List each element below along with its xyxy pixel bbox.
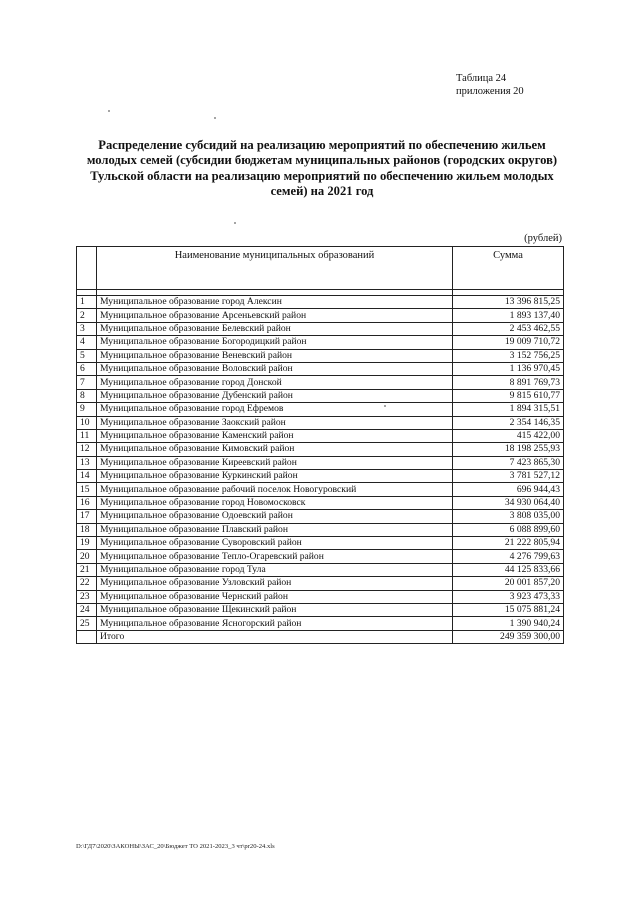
row-number: 24 [77, 603, 97, 616]
table-row [77, 456, 564, 469]
table-row [77, 563, 564, 576]
municipality-name: Муниципальное образование Богородицкий район [97, 336, 453, 349]
municipality-name: Муниципальное образование Суворовский район [97, 537, 453, 550]
row-number: 10 [77, 416, 97, 429]
subsidy-amount: 9 815 610,77 [453, 389, 564, 402]
table-row [77, 429, 564, 442]
subsidy-amount: 3 781 527,12 [453, 470, 564, 483]
row-number: 8 [77, 389, 97, 402]
table-row [77, 349, 564, 362]
row-number: 23 [77, 590, 97, 603]
subsidy-amount: 18 198 255,93 [453, 443, 564, 456]
municipality-name: Муниципальное образование Веневский район [97, 349, 453, 362]
municipality-name: Муниципальное образование Дубенский район [97, 389, 453, 402]
scan-speck [214, 117, 216, 119]
row-number: 20 [77, 550, 97, 563]
title-line-1: Распределение субсидий на реализацию мероприятий по обеспечению жильем [98, 138, 546, 152]
unit-label: (рублей) [524, 233, 562, 244]
scan-speck [384, 405, 386, 407]
subsidy-amount: 20 001 857,20 [453, 577, 564, 590]
subsidy-amount: 8 891 769,73 [453, 376, 564, 389]
row-number: 22 [77, 577, 97, 590]
row-number: 7 [77, 376, 97, 389]
municipality-name: Муниципальное образование Одоевский район [97, 510, 453, 523]
row-number: 15 [77, 483, 97, 496]
table-row [77, 376, 564, 389]
municipality-name: Муниципальное образование Плавский район [97, 523, 453, 536]
municipality-name: Муниципальное образование город Алексин [97, 296, 453, 309]
table-row [77, 577, 564, 590]
subsidy-amount: 2 354 146,35 [453, 416, 564, 429]
table-row [77, 362, 564, 375]
row-number: 5 [77, 349, 97, 362]
municipality-name: Муниципальное образование Киреевский район [97, 456, 453, 469]
subsidy-amount: 2 453 462,55 [453, 322, 564, 335]
row-number: 11 [77, 429, 97, 442]
table-row [77, 322, 564, 335]
municipality-name: Муниципальное образование Ясногорский район [97, 617, 453, 630]
municipality-name: Муниципальное образование Узловский район [97, 577, 453, 590]
row-number: 1 [77, 296, 97, 309]
total-number [77, 630, 97, 643]
municipality-name: Муниципальное образование город Тула [97, 563, 453, 576]
col-number-header [77, 247, 97, 290]
municipality-name: Муниципальное образование Чернский район [97, 590, 453, 603]
municipality-name: Муниципальное образование рабочий поселок Новогуровский [97, 483, 453, 496]
municipality-name: Муниципальное образование Куркинский район [97, 470, 453, 483]
subsidy-table [76, 246, 564, 644]
table-row [77, 510, 564, 523]
scan-speck [108, 110, 110, 112]
municipality-name: Муниципальное образование Белевский район [97, 322, 453, 335]
municipality-name: Муниципальное образование город Ефремов [97, 403, 453, 416]
subsidy-amount: 3 923 473,33 [453, 590, 564, 603]
document-title [72, 138, 572, 200]
row-number: 13 [77, 456, 97, 469]
municipality-name: Муниципальное образование город Донской [97, 376, 453, 389]
table-row [77, 603, 564, 616]
subsidy-amount: 19 009 710,72 [453, 336, 564, 349]
title-line-4: семей) на 2021 год [270, 184, 374, 199]
municipality-name: Муниципальное образование город Новомосковск [97, 496, 453, 509]
subsidy-amount: 6 088 899,60 [453, 523, 564, 536]
file-path-footer: D:\ГД7\2020\ЗАКОНЫ\ЗАС_20\Бюджет ТО 2021-2023_3 чт\pr20-24.xls [76, 843, 275, 850]
municipality-name: Муниципальное образование Каменский район [97, 429, 453, 442]
subsidy-amount: 1 136 970,45 [453, 362, 564, 375]
municipality-name: Муниципальное образование Заокский район [97, 416, 453, 429]
subsidy-amount: 44 125 833,66 [453, 563, 564, 576]
total-row [77, 630, 564, 643]
subsidy-amount: 3 152 756,25 [453, 349, 564, 362]
col-sum-header: Сумма [453, 247, 564, 290]
table-row [77, 617, 564, 630]
municipality-name: Муниципальное образование Кимовский район [97, 443, 453, 456]
row-number: 25 [77, 617, 97, 630]
total-label: Итого [97, 630, 453, 643]
row-number: 17 [77, 510, 97, 523]
subsidy-amount: 696 944,43 [453, 483, 564, 496]
row-number: 19 [77, 537, 97, 550]
subsidy-amount: 4 276 799,63 [453, 550, 564, 563]
row-number: 4 [77, 336, 97, 349]
table-row [77, 550, 564, 563]
subsidy-amount: 15 075 881,24 [453, 603, 564, 616]
table-row [77, 309, 564, 322]
subsidy-amount: 1 894 315,51 [453, 403, 564, 416]
table-row [77, 443, 564, 456]
table-header-row [77, 247, 564, 290]
row-number: 9 [77, 403, 97, 416]
table-row [77, 416, 564, 429]
table-row [77, 296, 564, 309]
total-amount: 249 359 300,00 [453, 630, 564, 643]
table-row [77, 483, 564, 496]
row-number: 18 [77, 523, 97, 536]
subsidy-amount: 7 423 865,30 [453, 456, 564, 469]
row-number: 6 [77, 362, 97, 375]
municipality-name: Муниципальное образование Тепло-Огаревский район [97, 550, 453, 563]
subsidy-amount: 415 422,00 [453, 429, 564, 442]
municipality-name: Муниципальное образование Щекинский район [97, 603, 453, 616]
municipality-name: Муниципальное образование Воловский район [97, 362, 453, 375]
row-number: 3 [77, 322, 97, 335]
table-row [77, 336, 564, 349]
table-row [77, 403, 564, 416]
table-row [77, 496, 564, 509]
table-body [77, 296, 564, 644]
appendix-label: приложения 20 [456, 86, 524, 97]
subsidy-amount: 13 396 815,25 [453, 296, 564, 309]
title-line-2: молодых семей (субсидии бюджетам муниципальных районов (городских округов) [86, 153, 558, 168]
table-number-label: Таблица 24 [456, 73, 507, 84]
subsidy-amount: 1 390 940,24 [453, 617, 564, 630]
table-row [77, 523, 564, 536]
title-line-3: Тульской области на реализацию мероприятий по обеспечению жильем молодых [90, 168, 554, 183]
row-number: 14 [77, 470, 97, 483]
table-row [77, 470, 564, 483]
table-row [77, 537, 564, 550]
municipality-name: Муниципальное образование Арсеньевский район [97, 309, 453, 322]
table-header [456, 72, 566, 98]
row-number: 21 [77, 563, 97, 576]
table-row [77, 590, 564, 603]
scan-speck [234, 222, 236, 224]
subsidy-amount: 34 930 064,40 [453, 496, 564, 509]
subsidy-amount: 1 893 137,40 [453, 309, 564, 322]
table-row [77, 389, 564, 402]
subsidy-amount: 3 808 035,00 [453, 510, 564, 523]
row-number: 2 [77, 309, 97, 322]
subsidy-amount: 21 222 805,94 [453, 537, 564, 550]
row-number: 12 [77, 443, 97, 456]
row-number: 16 [77, 496, 97, 509]
col-name-header: Наименование муниципальных образований [97, 247, 453, 290]
